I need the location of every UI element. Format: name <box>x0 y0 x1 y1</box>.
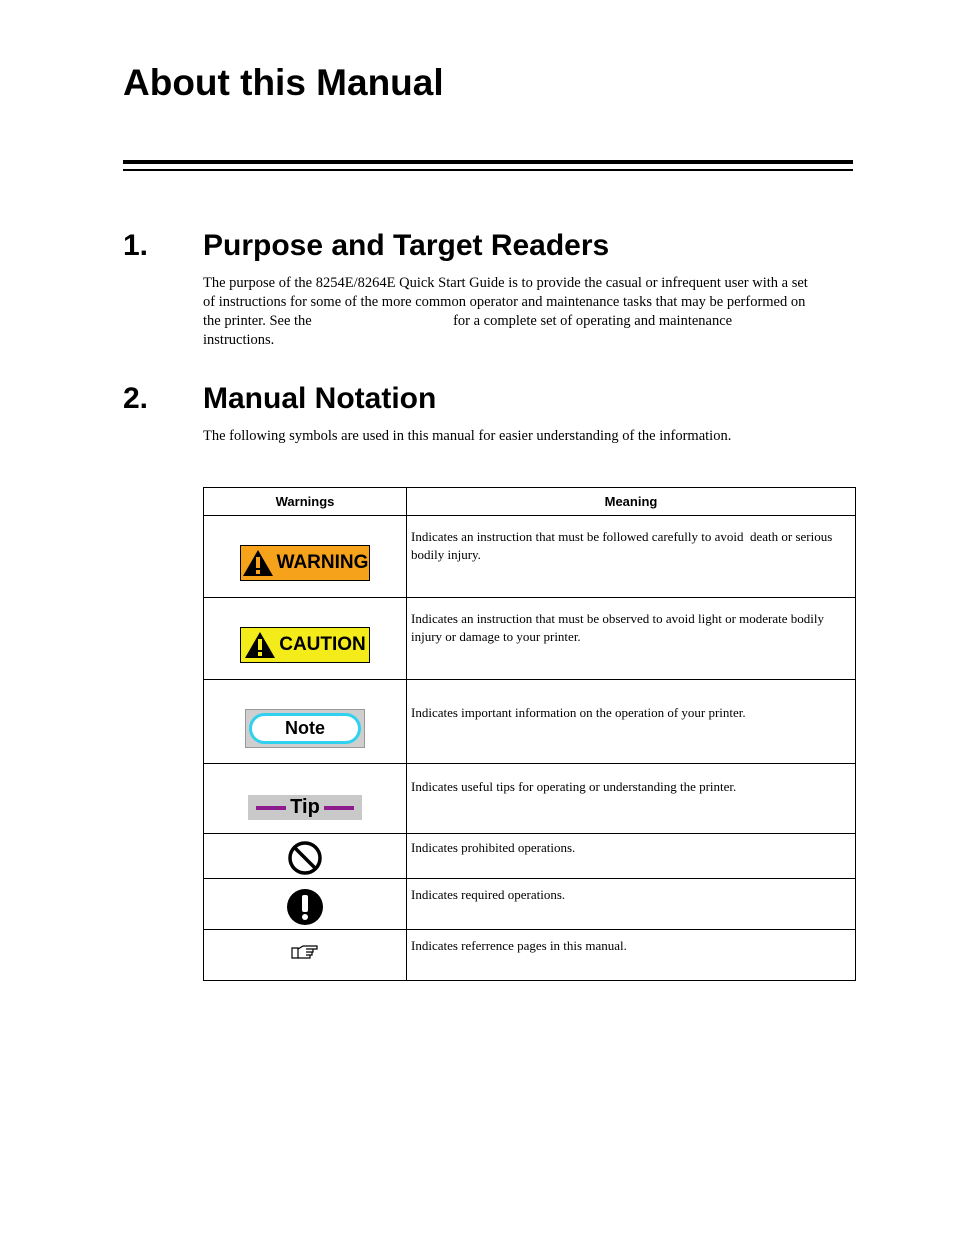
paragraph-line: of instructions for some of the more common operator and maintenance tasks that may be performed on <box>203 294 806 310</box>
symbol-cell <box>204 598 407 680</box>
caution-triangle-icon <box>244 631 276 659</box>
tip-bar-right <box>324 806 354 810</box>
notation-paragraph <box>203 427 731 446</box>
section-number: 2. <box>123 382 149 415</box>
warning-triangle-icon <box>242 549 274 577</box>
tip-badge <box>248 795 362 820</box>
table-row <box>204 834 856 879</box>
symbol-cell <box>204 879 407 930</box>
notation-table <box>203 487 856 981</box>
table-row <box>204 930 856 981</box>
warning-label: WARNING <box>276 552 369 573</box>
meaning-cell: Indicates prohibited operations. <box>407 834 856 879</box>
prohibited-icon <box>287 840 323 876</box>
section-title: Manual Notation <box>203 382 437 415</box>
meaning-cell: Indicates an instruction that must be followed carefully to avoid death or serious bodily injury. <box>407 516 856 598</box>
table-row <box>204 764 856 834</box>
title-rule-thick <box>123 160 853 164</box>
meaning-cell: Indicates required operations. <box>407 879 856 930</box>
note-badge <box>245 709 365 748</box>
table-row <box>204 879 856 930</box>
table-row <box>204 516 856 598</box>
page-title: About this Manual <box>123 62 444 103</box>
title-rule-thin <box>123 169 853 171</box>
header-meaning: Meaning <box>407 488 856 516</box>
meaning-cell: Indicates useful tips for operating or understanding the printer. <box>407 764 856 834</box>
required-icon <box>286 888 324 926</box>
meaning-cell: Indicates an instruction that must be observed to avoid light or moderate bodily injury or damage to your printer. <box>407 598 856 680</box>
table-header-row <box>204 488 856 516</box>
paragraph-line: instructions. <box>203 332 275 348</box>
symbol-cell <box>204 834 407 879</box>
note-label: Note <box>249 713 361 744</box>
symbol-cell <box>204 516 407 598</box>
table-row <box>204 680 856 764</box>
paragraph-line: The following symbols are used in this manual for easier understanding of the information. <box>203 428 732 444</box>
meaning-cell: Indicates important information on the operation of your printer. <box>407 680 856 764</box>
header-warnings: Warnings <box>204 488 407 516</box>
meaning-cell: Indicates referrence pages in this manual. <box>407 930 856 981</box>
symbol-cell <box>204 764 407 834</box>
tip-label: Tip <box>290 796 320 818</box>
paragraph-line: The purpose of the 8254E/8264E Quick Start Guide is to provide the casual or infrequent user with a set <box>203 275 808 291</box>
paragraph-line: the printer. See the for a complete set of operating and maintenance <box>203 313 733 329</box>
table-row <box>204 598 856 680</box>
warning-badge <box>240 545 370 581</box>
symbol-cell <box>204 930 407 981</box>
tip-bar-left <box>256 806 286 810</box>
caution-badge <box>240 627 370 663</box>
symbol-cell <box>204 680 407 764</box>
section-number: 1. <box>123 229 149 262</box>
section-title: Purpose and Target Readers <box>203 229 610 262</box>
purpose-paragraph <box>203 274 808 350</box>
caution-label: CAUTION <box>279 634 366 655</box>
pointing-hand-icon <box>291 944 319 960</box>
